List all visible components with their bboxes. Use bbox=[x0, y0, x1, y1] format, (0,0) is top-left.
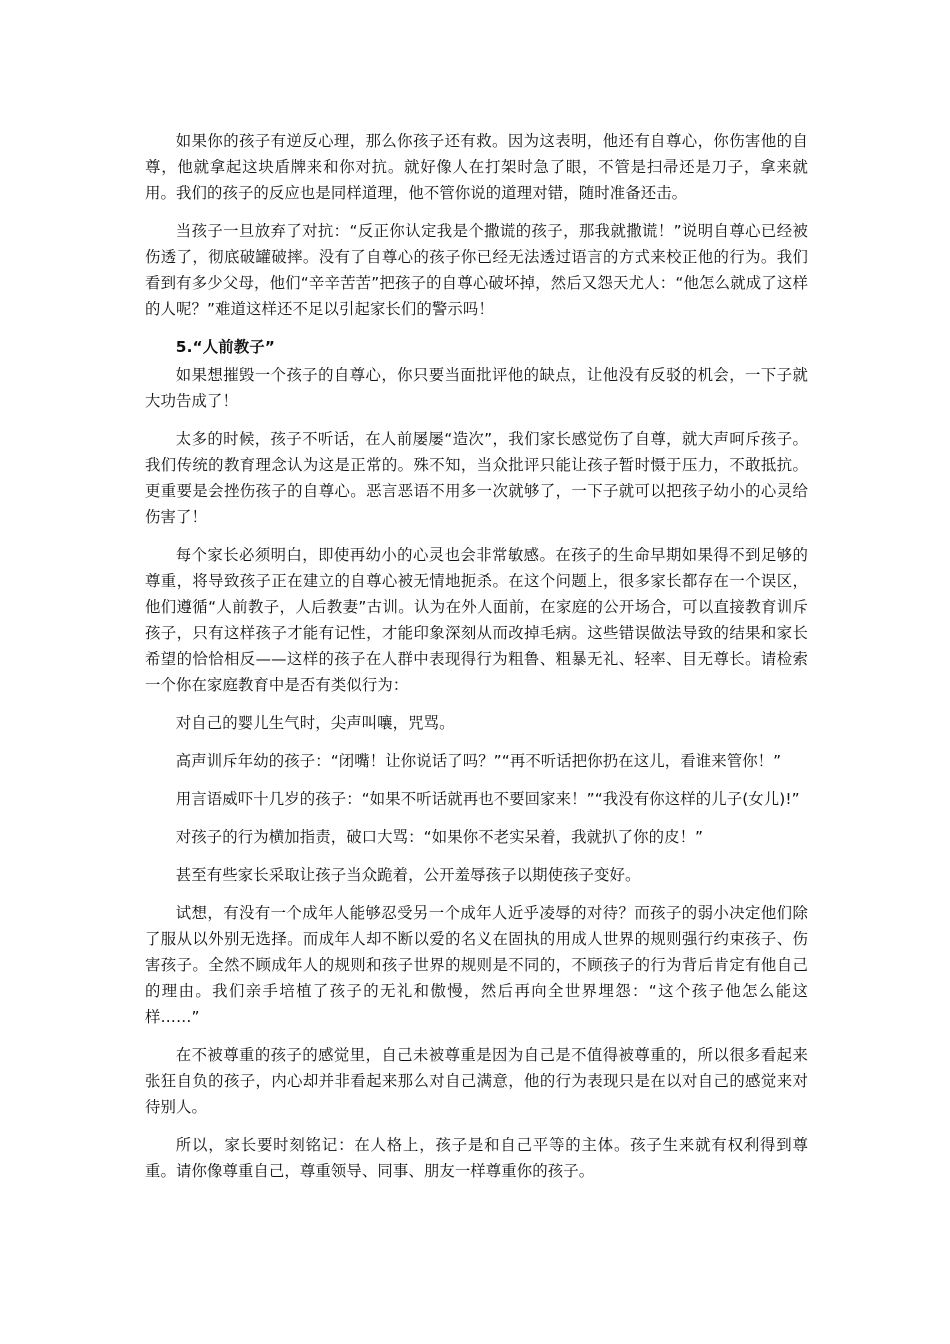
paragraph-not-respected: 在不被尊重的孩子的感觉里，自己未被尊重是因为自己是不值得被尊重的，所以很多看起来张狂自负的孩子，内心却并非看起来那么对自己满意，他的行为表现只是在以对自己的感觉来对待别人。 bbox=[145, 1046, 808, 1116]
paragraph-too-often: 太多的时候，孩子不听话，在人前屡屡“造次”，我们家长感觉伤了自尊，就大声呵斥孩子。我们传统的教育理念认为这是正常的。殊不知，当众批评只能让孩子暂时慑于压力，不敢抵抗。更重要是会挫伤孩子的自尊心。恶言恶语不用多一次就够了，一下子就可以把孩子幼小的心灵给伤害了！ bbox=[145, 430, 808, 526]
document-page bbox=[145, 128, 808, 1196]
list-item-kneeling: 甚至有些家长采取让孩子当众跪着，公开羞辱孩子以期使孩子变好。 bbox=[175, 866, 641, 884]
list-item-teenager: 用言语威吓十几岁的孩子：“如果不听话就再也不要回家来！”“我没有你这样的儿子(女儿)!” bbox=[175, 790, 800, 808]
paragraph-giving-up: 当孩子一旦放弃了对抗：“反正你认定我是个撒谎的孩子，那我就撒谎！”说明自尊心已经被伤透了，彻底破罐破摔。没有了自尊心的孩子你已经无法透过语言的方式来校正他的行为。我们看到有多少父母，他们“辛辛苦苦”把孩子的自尊心破坏掉，然后又怨天尤人：“他怎么就成了这样的人呢？”难道这样还不足以引起家长们的警示吗！ bbox=[145, 222, 808, 318]
paragraph-conclusion: 所以，家长要时刻铭记：在人格上，孩子是和自己平等的主体。孩子生来就有权利得到尊重。请你像尊重自己，尊重领导、同事、朋友一样尊重你的孩子。 bbox=[145, 1136, 808, 1180]
list-item-scolding: 对孩子的行为横加指责，破口大骂：“如果你不老实呆着，我就扒了你的皮！” bbox=[175, 828, 704, 846]
section-heading: 5.“人前教子” bbox=[175, 338, 275, 356]
list-item-young-child: 高声训斥年幼的孩子：“闭嘴！让你说话了吗？”“再不听话把你扔在这儿，看谁来管你！” bbox=[175, 752, 782, 770]
paragraph-destroy-self-esteem: 如果想摧毁一个孩子的自尊心，你只要当面批评他的缺点，让他没有反驳的机会，一下子就大功告成了！ bbox=[145, 366, 808, 410]
paragraph-every-parent: 每个家长必须明白，即使再幼小的心灵也会非常敏感。在孩子的生命早期如果得不到足够的尊重，将导致孩子正在建立的自尊心被无情地扼杀。在这个问题上，很多家长都存在一个误区，他们遵循“人前教子，人后教妻”古训。认为在外人面前，在家庭的公开场合，可以直接教育训斥孩子，只有这样孩子才能有记性，才能印象深刻从而改掉毛病。这些错误做法导致的结果和家长希望的恰恰相反——这样的孩子在人群中表现得行为粗鲁、粗暴无礼、轻率、目无尊长。请检索一个你在家庭教育中是否有类似行为： bbox=[145, 546, 808, 694]
list-item-infant: 对自己的婴儿生气时，尖声叫嚷，咒骂。 bbox=[175, 714, 455, 732]
paragraph-rebellion: 如果你的孩子有逆反心理，那么你孩子还有救。因为这表明，他还有自尊心，你伤害他的自尊，他就拿起这块盾牌来和你对抗。就好像人在打架时急了眼，不管是扫帚还是刀子，拿来就用。我们的孩子的反应也是同样道理，他不管你说的道理对错，随时准备还击。 bbox=[145, 132, 808, 202]
paragraph-imagine: 试想，有没有一个成年人能够忍受另一个成年人近乎凌辱的对待？而孩子的弱小决定他们除了服从以外别无选择。而成年人却不断以爱的名义在固执的用成人世界的规则强行约束孩子、伤害孩子。全然不顾成年人的规则和孩子世界的规则是不同的，不顾孩子的行为背后肯定有他自己的理由。我们亲手培植了孩子的无礼和傲慢，然后再向全世界埋怨：“这个孩子他怎么能这样……” bbox=[145, 904, 808, 1026]
